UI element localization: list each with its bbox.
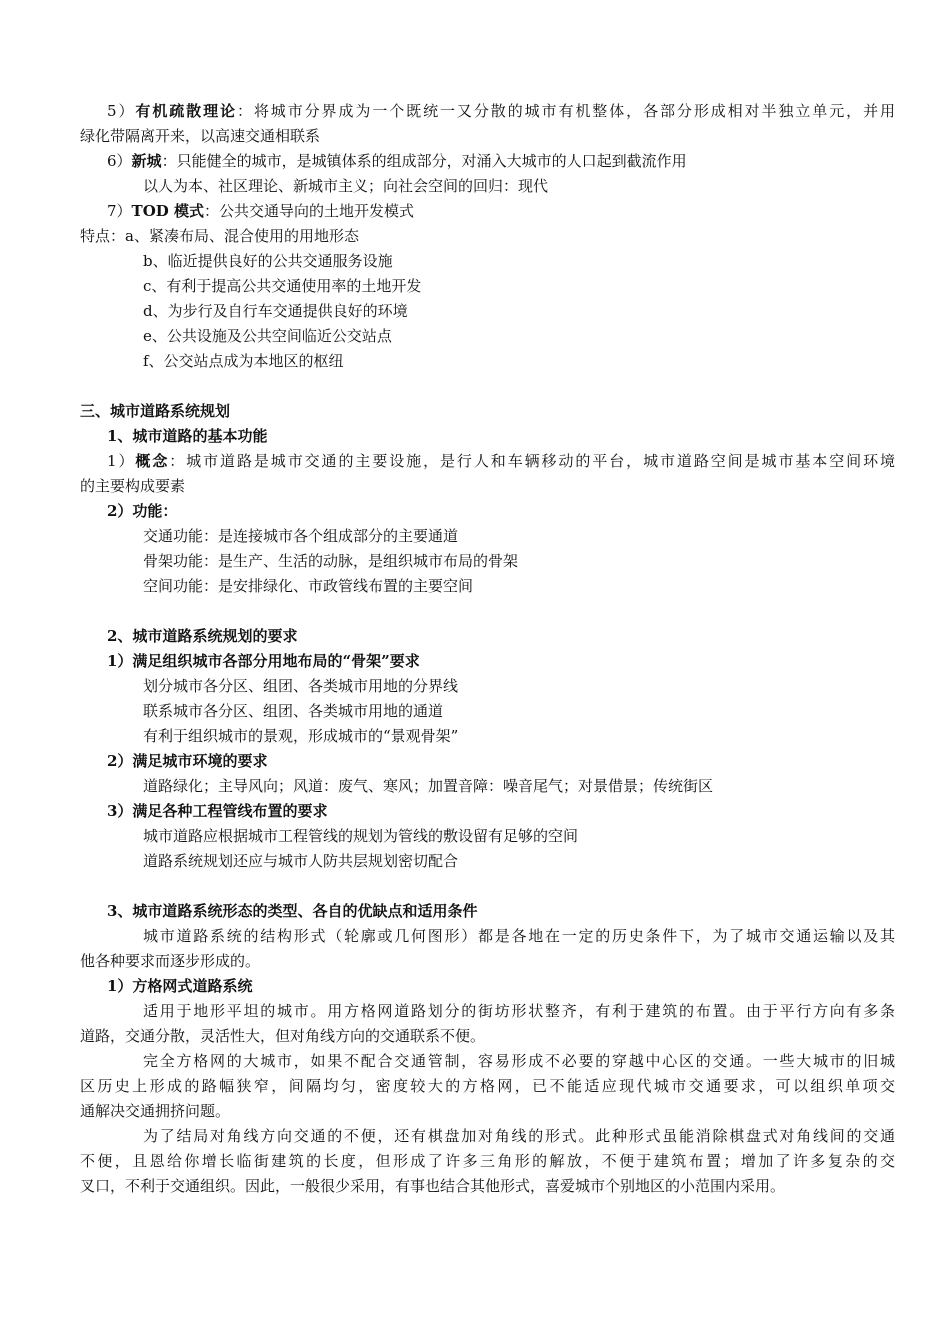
concept-line-2: 的主要构成要素	[80, 477, 186, 495]
concept-line-1	[107, 449, 895, 474]
grid-para-3-line-2: 不便，且恩给你增长临街建筑的长度，但形成了许多三角形的解放，不便于建筑布置；增加了许多复杂的交	[80, 1152, 895, 1170]
feature-text: a、紧凑布局、混合使用的用地形态	[125, 227, 359, 245]
concept-term: 概念	[135, 452, 170, 470]
tod-feature-e: e、公共设施及公共空间临近公交站点	[143, 327, 392, 345]
organic-dispersal-line-1	[107, 99, 895, 124]
organic-dispersal-text: ：将城市分界成为一个既统一又分散的城市有机整体，各部分形成相对半独立单元，并用	[236, 102, 895, 120]
req3-item-2: 道路系统规划还应与城市人防共层规划密切配合	[143, 852, 459, 870]
tod-feature-c: c、有利于提高公共交通使用率的土地开发	[143, 277, 422, 295]
road-forms-para-line-1: 城市道路系统的结构形式（轮廓或几何图形）都是各地在一定的历史条件下，为了城市交通运输以及其	[143, 927, 895, 945]
features-label: 特点：	[80, 227, 126, 245]
road-forms-para-line-2: 他各种要求而逐步形成的。	[80, 952, 261, 970]
item-number: 6）	[107, 152, 132, 170]
grid-para-2-line-1: 完全方格网的大城市，如果不配合交通管制，容易形成不必要的穿越中心区的交通。一些大城市的旧城	[143, 1052, 895, 1070]
new-town-term: 新城	[131, 152, 162, 170]
heading-road-forms: 3、城市道路系统形态的类型、各自的优缺点和适用条件	[107, 902, 478, 920]
heading-basic-functions: 1、城市道路的基本功能	[107, 427, 268, 445]
req3-heading: 3）满足各种工程管线布置的要求	[107, 802, 328, 820]
item-number: 7）	[107, 202, 132, 220]
concept-text: ：城市道路是城市交通的主要设施，是行人和车辆移动的平台，城市道路空间是城市基本空间环境	[169, 452, 895, 470]
req2-heading: 2）满足城市环境的要求	[107, 752, 268, 770]
grid-para-3-line-1: 为了结局对角线方向交通的不便，还有棋盘加对角线的形式。此种形式虽能消除棋盘式对角线间的交通	[143, 1127, 895, 1145]
function-traffic: 交通功能：是连接城市各个组成部分的主要通道	[143, 527, 459, 545]
grid-para-1-line-1: 适用于地形平坦的城市。用方格网道路划分的街坊形状整齐，有利于建筑的布置。由于平行方向有多条	[143, 1002, 895, 1020]
new-town-text: ：只能健全的城市，是城镇体系的组成部分，对涌入大城市的人口起到截流作用	[161, 152, 687, 170]
section-3-title: 三、城市道路系统规划	[80, 402, 231, 420]
new-town-line	[107, 149, 895, 174]
tod-feature-f: f、公交站点成为本地区的枢纽	[143, 352, 344, 370]
heading-requirements: 2、城市道路系统规划的要求	[107, 627, 298, 645]
new-town-subline: 以人为本、社区理论、新城市主义；向社会空间的回归：现代	[143, 177, 549, 195]
functions-heading: 2）功能：	[107, 502, 178, 520]
tod-line	[107, 199, 895, 224]
grid-para-2-line-2: 区历史上形成的路幅狭窄，间隔均匀，密度较大的方格网，已不能适应现代城市交通要求，可以组织单项交	[80, 1077, 895, 1095]
req1-heading: 1）满足组织城市各部分用地布局的“骨架”要求	[107, 652, 420, 670]
tod-feature-b: b、临近提供良好的公共交通服务设施	[143, 252, 393, 270]
grid-system-heading: 1）方格网式道路系统	[107, 977, 253, 995]
tod-feature-d: d、为步行及自行车交通提供良好的环境	[143, 302, 408, 320]
tod-feature-a	[80, 224, 895, 249]
req1-item-2: 联系城市各分区、组团、各类城市用地的通道	[143, 702, 444, 720]
tod-text: ：公共交通导向的土地开发模式	[204, 202, 415, 220]
req2-text: 道路绿化；主导风向；风道：废气、寒风；加置音障：噪音尾气；对景借景；传统街区	[143, 777, 714, 795]
req3-item-1: 城市道路应根据城市工程管线的规划为管线的敷设留有足够的空间	[143, 827, 579, 845]
grid-para-2-line-3: 通解决交通拥挤问题。	[80, 1102, 231, 1120]
tod-term: TOD 模式	[131, 202, 205, 220]
grid-para-1-line-2: 道路，交通分散，灵活性大，但对角线方向的交通联系不便。	[80, 1027, 486, 1045]
function-skeleton: 骨架功能：是生产、生活的动脉，是组织城市布局的骨架	[143, 552, 519, 570]
req1-item-3: 有利于组织城市的景观，形成城市的“景观骨架”	[143, 727, 459, 745]
function-space: 空间功能：是安排绿化、市政管线布置的主要空间	[143, 577, 474, 595]
organic-dispersal-line-2: 绿化带隔离开来，以高速交通相联系	[80, 127, 321, 145]
item-number: 5）	[107, 102, 136, 120]
req1-item-1: 划分城市各分区、组团、各类城市用地的分界线	[143, 677, 459, 695]
grid-para-3-line-3: 叉口，不利于交通组织。因此，一般很少采用，有事也结合其他形式，喜爱城市个别地区的小范围内采用。	[80, 1177, 786, 1195]
item-number: 1）	[107, 452, 136, 470]
organic-dispersal-term: 有机疏散理论	[135, 102, 237, 120]
